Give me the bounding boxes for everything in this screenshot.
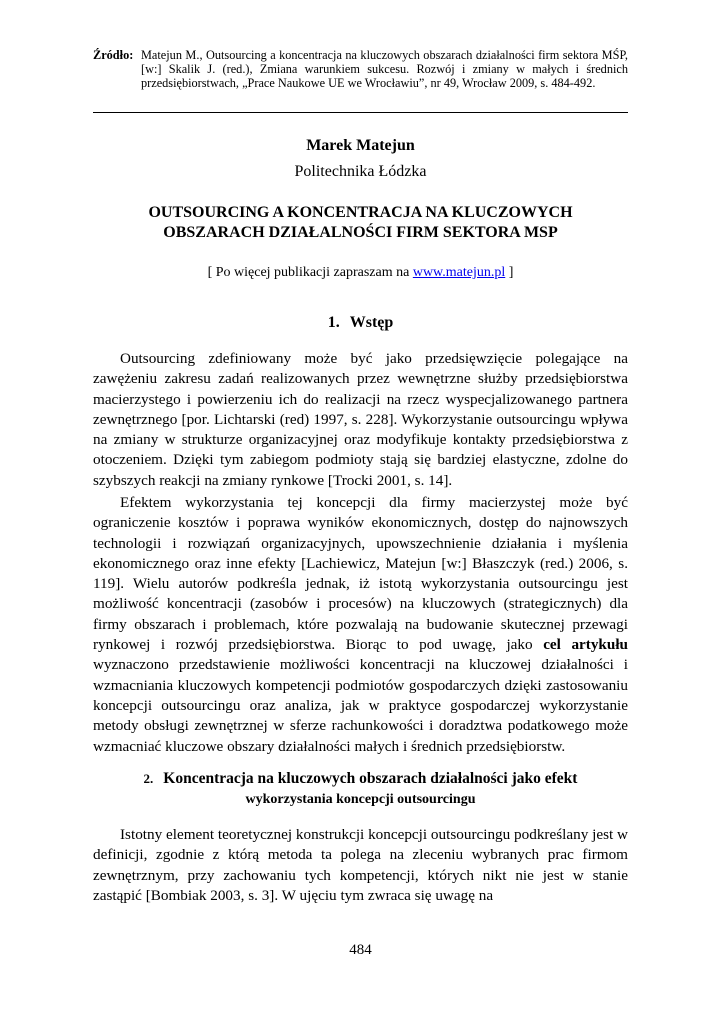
- title-line-1: OUTSOURCING A KONCENTRACJA NA KLUCZOWYCH: [148, 204, 573, 221]
- title-line-2: OBSZARACH DZIAŁALNOŚCI FIRM SEKTORA MSP: [163, 224, 558, 241]
- promo-line: [93, 265, 628, 281]
- intro-paragraph-1: Outsourcing zdefiniowany może być jako przedsięwzięcie polegające na zawężeniu zakresu zadań realizowanych przez wewnętrzne służby przedsiębiorstwa macierzystego i powierzeniu ich do realizacji na rzecz wyspecjalizowanego partnera zewnętrznego [por. Lichtarski (red) 1997, s. 228]. Wykorzystanie outsourcingu wpływa na zmiany w strukturze organizacyjnej oraz modyfikuje kontakty przedsiębiorstwa z otoczeniem. Dzięki tym zabiegom podmioty stają się bardziej elastyczne, zdolne do szybszych reakcji na zmiany rynkowe [Trocki 2001, s. 14].: [93, 350, 628, 489]
- author-affiliation: Politechnika Łódzka: [294, 163, 427, 180]
- header-divider: [93, 112, 628, 113]
- page-number: 484: [349, 942, 372, 958]
- promo-text-after: ]: [505, 265, 514, 280]
- intro-paragraph-2-part-2: wyznaczono przedstawienie możliwości koncentracji na kluczowej działalności i wzmacniania kluczowych kompetencji podmiotów gospodarczych dzięki zastosowaniu koncepcji outsourcingu oraz analiza, jak w praktyce gospodarczej wykorzystanie metody obsługi zewnętrznej w sferze rachunkowości i doradztwa podatkowego może wzmacniać kluczowe obszary działalności małych i średnich przedsiębiorstw.: [93, 656, 628, 755]
- section-2-title-line-1: Koncentracja na kluczowych obszarach działalności jako efekt: [163, 770, 578, 787]
- section-1-heading: [93, 314, 628, 332]
- intro-paragraph-2-part-1: Efektem wykorzystania tej koncepcji dla firmy macierzystej może być ograniczenie kosztów i poprawa wyników ekonomicznych, dostęp do najnowszych technologii i rozwiązań organizacyjnych, upowszechnienie działania i myślenia ekonomicznego oraz inne efekty [Lachiewicz, Matejun [w:] Błaszczyk (red.) 2006, s. 119]. Wielu autorów podkreśla jednak, iż istotą wykorzystania outsourcingu jest możliwość koncentracji (zasobów i procesów) na kluczowych (strategicznych) dla firmy obszarach i problemach, które pozwalają na budowanie skutecznej przewagi rynkowej i rozwój przedsiębiorstwa. Biorąc to pod uwagę, jako: [93, 494, 628, 654]
- source-citation: [93, 48, 628, 91]
- author-name: Marek Matejun: [306, 137, 415, 154]
- section-1-number: 1.: [327, 314, 340, 331]
- paper-title: [93, 203, 628, 243]
- section-2-title-line-2: wykorzystania koncepcji outsourcingu: [245, 792, 476, 807]
- source-label: Źródło:: [93, 48, 134, 62]
- website-link[interactable]: www.matejun.pl: [412, 265, 506, 280]
- source-text: Matejun M., Outsourcing a koncentracja na kluczowych obszarach działalności firm sektora MŚP, [w:] Skalik J. (red.), Zmiana warunkiem sukcesu. Rozwój i zmiany w małych i średnich przedsiębiorstwach, „Prace Naukowe UE we Wrocławiu”, nr 49, Wrocław 2009, s. 484-492.: [141, 48, 628, 91]
- section-2-paragraph-1: Istotny element teoretycznej konstrukcji koncepcji outsourcingu podkreślany jest w definicji, zgodnie z którą metoda ta polega na zleceniu wybranych prac firmom zewnętrznym, przy zachowaniu tych kompetencji, których nikt nie jest w stanie zastąpić [Bombiak 2003, s. 3]. W ujęciu tym zwraca się uwagę na: [93, 826, 628, 904]
- promo-text-before: [ Po więcej publikacji zapraszam na: [207, 265, 413, 280]
- section-2-number: 2.: [143, 771, 154, 786]
- intro-paragraph-2: [93, 493, 628, 757]
- section-2-heading: [93, 770, 628, 788]
- article-goal-emphasis: cel artykułu: [543, 636, 628, 654]
- section-1-title: Wstęp: [349, 314, 394, 331]
